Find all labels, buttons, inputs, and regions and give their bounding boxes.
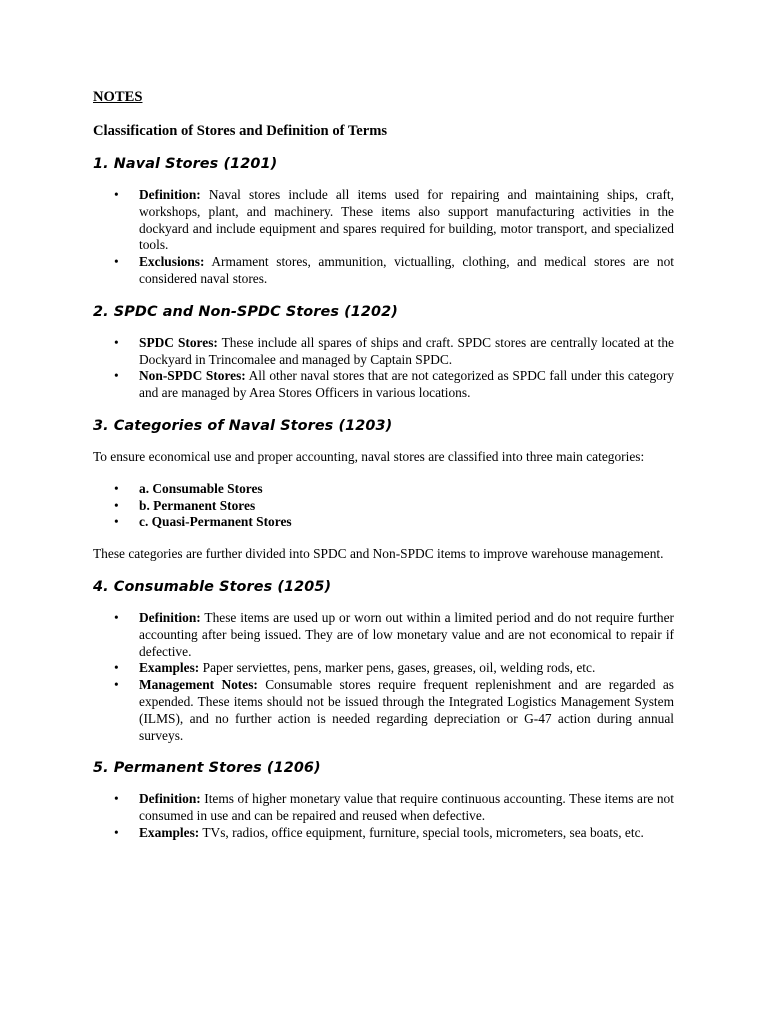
item-text: All other naval stores that are not categorized as SPDC fall under this category and are managed by Area Stores Officers in various locations. [139,368,674,401]
section-heading-permanent: 5. Permanent Stores (1206) [93,760,321,777]
item-text: These items are used up or worn out within a limited period and do not require further accounting after being issued. They are of low monetary value and are not economical to repair if defective. [139,609,674,659]
category-label: a. Consumable Stores [139,480,263,496]
item-text: These include all spares of ships and craft. SPDC stores are centrally located at the Dockyard in Trincomalee and managed by Captain SPDC. [139,334,675,367]
list-item [93,335,674,369]
notes-title: NOTES [93,89,143,105]
categories-intro: To ensure economical use and proper accounting, naval stores are classified into three main categories: [93,448,645,464]
item-text: TVs, radios, office equipment, furniture, special tools, micrometers, sea boats, etc. [202,824,644,840]
item-term: SPDC Stores: [139,334,218,350]
list-item [93,187,674,254]
section-heading-naval-stores: 1. Naval Stores (1201) [93,156,278,172]
list-item [93,498,674,515]
item-term: Definition: [139,187,201,202]
item-term: Definition: [139,609,201,625]
item-term: Examples: [139,824,200,840]
categories-outro: These categories are further divided into SPDC and Non-SPDC items to improve warehouse management. [93,546,664,562]
document-subtitle: Classification of Stores and Definition of Terms [93,123,388,139]
list-item [93,660,674,677]
list-item [93,825,674,842]
item-term: Management Notes: [139,677,258,693]
category-label: b. Permanent Stores [139,497,256,513]
item-text: Armament stores, ammunition, victualling, clothing, and medical stores are not considered naval stores. [139,254,675,286]
item-term: Non-SPDC Stores: [139,368,246,384]
item-text: Paper serviettes, pens, marker pens, gases, greases, oil, welding rods, etc. [202,660,596,676]
list-item [93,514,674,531]
category-label: c. Quasi-Permanent Stores [139,514,292,530]
categories-list [93,481,674,531]
permanent-list [93,791,674,841]
item-term: Exclusions: [139,254,205,270]
spdc-list [93,335,674,402]
list-item [93,610,674,660]
item-text: Consumable stores require frequent replenishment and are regarded as expended. These items should not be issued through the Integrated Logistics Management System (ILMS), and no further action is needed regarding depreciation or G-47 action during annual surveys. [139,677,675,743]
document-page [93,88,674,857]
item-term: Definition: [139,791,201,807]
item-text: Items of higher monetary value that require continuous accounting. These items are not consumed in use and can be repaired and reused when defective. [139,791,674,824]
list-item [93,791,674,825]
list-item [93,677,674,744]
list-item [93,254,674,288]
naval-stores-list [93,187,674,288]
section-heading-spdc: 2. SPDC and Non-SPDC Stores (1202) [93,303,398,320]
section-heading-categories: 3. Categories of Naval Stores (1203) [93,417,393,434]
item-term: Examples: [139,660,200,676]
list-item [93,481,674,498]
list-item [93,368,674,402]
consumable-list [93,610,674,744]
item-text: Naval stores include all items used for repairing and maintaining ships, craft, workshops, plant, and machinery. These items also support manufacturing activities in the dockyard and include equipment and spares required for building, motor transport, and specialized tools. [139,187,674,253]
section-heading-consumable: 4. Consumable Stores (1205) [93,578,332,595]
